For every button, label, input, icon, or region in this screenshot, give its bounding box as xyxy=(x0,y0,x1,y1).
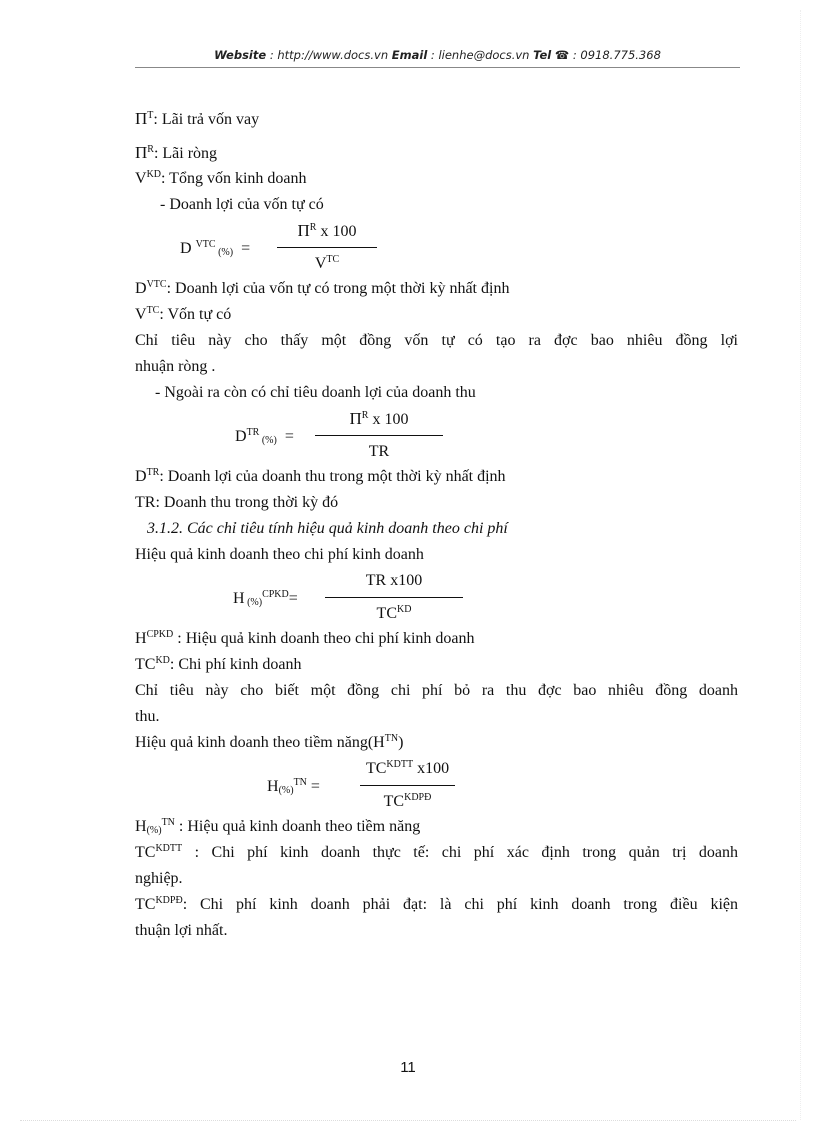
paragraph-von-tu-co: Chỉ tiêu này cho thấy một đồng vốn tự có tạo ra đợc bao nhiêu đồng lợi xyxy=(135,332,738,349)
paragraph-chi-phi: Chỉ tiêu này cho biết một đồng chi phí bỏ ra thu đợc bao nhiêu đồng doanh xyxy=(135,682,738,699)
page-number: 11 xyxy=(400,1059,416,1076)
bullet-doanh-loi-von-tu-co: - Doanh lợi của vốn tự có xyxy=(160,196,324,213)
formula-lhs: $H_{(\%)}^{TN}$ = xyxy=(267,777,320,796)
formula-lhs: D $^{VTC}$ $_{(\%)}$ = xyxy=(180,239,251,258)
formula-dtr xyxy=(135,406,738,464)
def-vtc: $V^{TC}$: Vốn tự có xyxy=(135,305,232,323)
def-dtr: $D^{TR}$: Doanh lợi của doanh thu trong một thời kỳ nhất định xyxy=(135,467,506,485)
page-edge-right xyxy=(800,10,801,1120)
def-tr: TR: Doanh thu trong thời kỳ đó xyxy=(135,494,339,511)
website-value: : http://www.docs.vn xyxy=(266,48,392,62)
formula-hcpkd xyxy=(135,568,738,626)
tel-label: Tel xyxy=(533,48,552,62)
formula-numerator: $\Pi^R$ x 100 xyxy=(349,409,409,428)
document-body xyxy=(135,106,738,944)
paragraph-von-tu-co-cont: nhuận ròng . xyxy=(135,358,216,375)
formula-lhs: H $_{(\%)}^{CPKD}$= xyxy=(233,589,298,608)
bullet-doanh-loi-doanh-thu: - Ngoài ra còn có chỉ tiêu doanh lợi của doanh thu xyxy=(155,384,476,401)
paragraph-chi-phi-cont: thu. xyxy=(135,708,160,725)
fraction-bar xyxy=(315,435,443,436)
formula-denominator: TR xyxy=(368,443,390,460)
phone-icon: ☎ xyxy=(554,48,570,62)
page-header xyxy=(135,48,740,62)
formula-numerator: $\Pi^R$ x 100 xyxy=(297,221,357,240)
def-htn: $H_{(\%)}^{TN}$ : Hiệu quả kinh doanh theo tiềm năng xyxy=(135,817,421,836)
header-divider xyxy=(135,67,740,68)
formula-denominator: $TC^{KD}$ xyxy=(376,604,412,622)
tel-value: : 0918.775.368 xyxy=(569,48,661,62)
def-dvtc: $D^{VTC}$: Doanh lợi của vốn tự có trong một thời kỳ nhất định xyxy=(135,279,510,297)
fraction-bar xyxy=(360,785,455,786)
def-tong-von: $V^{KD}$: Tổng vốn kinh doanh xyxy=(135,169,307,187)
def-tckdpd: $TC^{KDPĐ}$: Chi phí kinh doanh phải đạt: là chi phí kinh doanh trong điều kiện xyxy=(135,895,738,913)
fraction-bar xyxy=(277,247,377,248)
def-tckdtt: $TC^{KDTT}$ : Chi phí kinh doanh thực tế: chi phí xác định trong quản trị doanh xyxy=(135,843,738,861)
formula-htn xyxy=(135,756,738,814)
def-lai-rong: $\Pi^R$: Lãi ròng xyxy=(135,143,218,162)
email-label: Email xyxy=(391,48,428,62)
formula-denominator: $V^{TC}$ xyxy=(314,254,340,272)
formula-lhs: $D^{TR}$ $_{(\%)}$ = xyxy=(235,427,294,446)
page-edge-bottom xyxy=(20,1120,796,1121)
label-hieu-qua-tiem-nang: Hiệu quả kinh doanh theo tiềm $năng(H^{TN})$ xyxy=(135,733,404,751)
formula-numerator: TR x100 xyxy=(365,572,423,589)
formula-numerator: $TC^{KDTT}$ x100 xyxy=(365,759,450,777)
def-hcpkd: $H^{CPKD}$ : Hiệu quả kinh doanh theo chi phí kinh doanh xyxy=(135,629,475,647)
website-label: Website xyxy=(214,48,267,62)
label-hieu-qua-chi-phi: Hiệu quả kinh doanh theo chi phí kinh doanh xyxy=(135,546,424,563)
formula-dvtc xyxy=(135,218,738,276)
section-heading: 3.1.2. Các chỉ tiêu tính hiệu quả kinh doanh theo chi phí xyxy=(147,520,508,537)
def-tckdpd-cont: thuận lợi nhất. xyxy=(135,922,228,939)
formula-denominator: $TC^{KDPĐ}$ xyxy=(383,792,432,810)
def-tckdtt-cont: nghiệp. xyxy=(135,870,183,887)
def-lai-tra-von-vay: $\Pi^T$: Lãi trả vốn vay xyxy=(135,109,260,128)
fraction-bar xyxy=(325,597,463,598)
def-tckd: $TC^{KD}$: Chi phí kinh doanh xyxy=(135,655,302,673)
email-value: : lienhe@docs.vn xyxy=(427,48,534,62)
